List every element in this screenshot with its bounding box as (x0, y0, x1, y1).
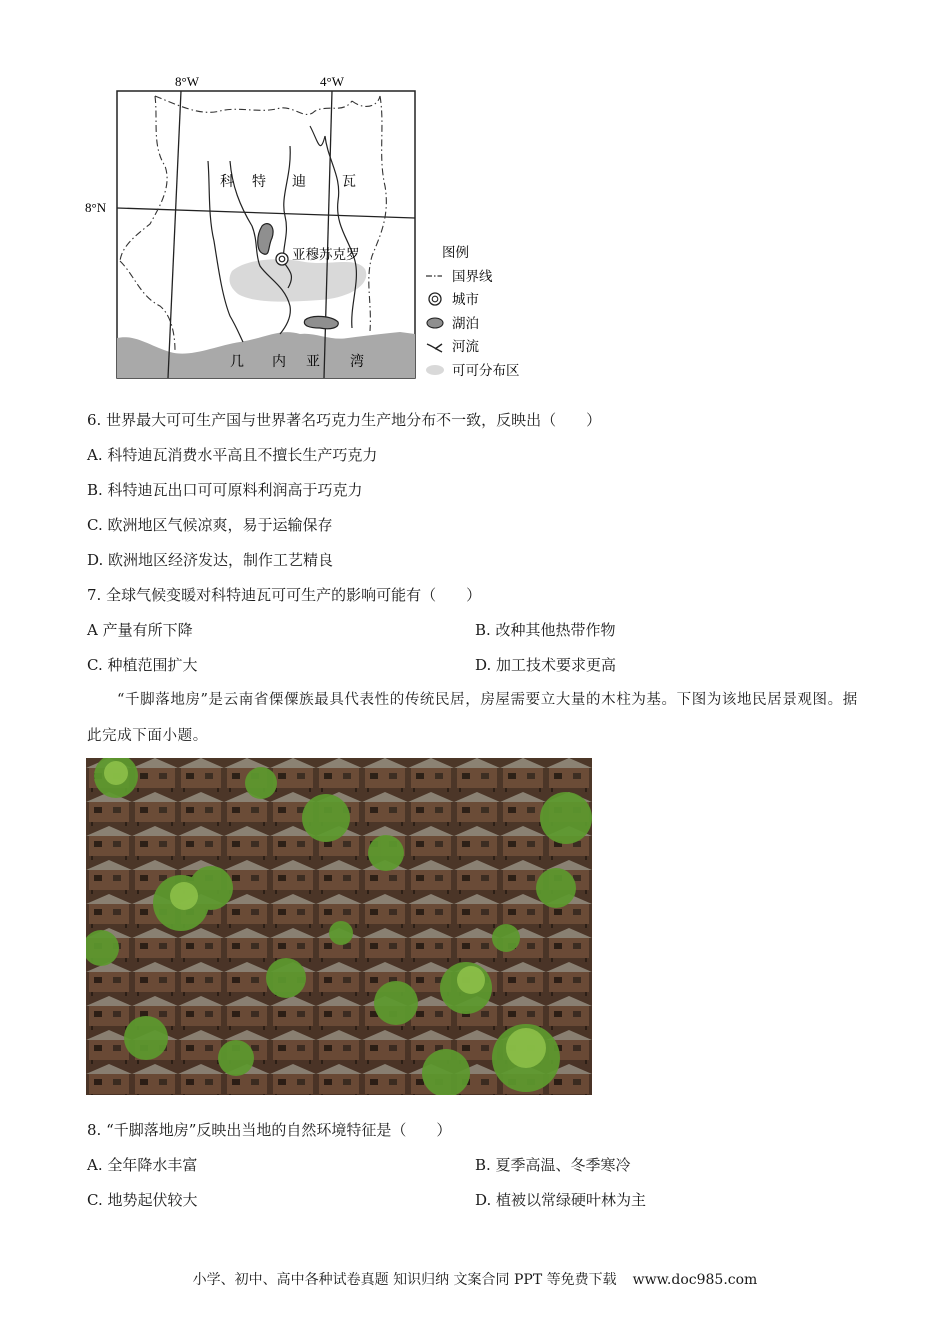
footer-url[interactable]: www.doc985.com (632, 1272, 758, 1288)
q8-option-c: C. 地势起伏较大 (87, 1191, 198, 1209)
city-label: 亚穆苏克罗 (292, 247, 360, 263)
gulf-char-4: 湾 (350, 354, 364, 370)
legend-lake-symbol (427, 318, 443, 328)
legend-city-label: 城市 (452, 292, 479, 308)
legend-cocoa-label: 可可分布区 (452, 363, 520, 379)
map-svg (80, 66, 550, 386)
cote-divoire-map (80, 66, 550, 386)
lon-label-8w: 8°W (175, 74, 199, 89)
q7-option-d: D. 加工技术要求更高 (475, 656, 617, 674)
legend-river-label: 河流 (452, 339, 479, 355)
q8-stem: 8. “千脚落地房”反映出当地的自然环境特征是（ ） (87, 1121, 452, 1139)
q7-stem: 7. 全球气候变暖对科特迪瓦可可生产的影响可能有（ ） (87, 586, 482, 604)
legend-river-symbol (427, 344, 442, 352)
q6-option-c: C. 欧洲地区气候凉爽，易于运输保存 (87, 516, 333, 534)
q6-option-a: A. 科特迪瓦消费水平高且不擅长生产巧克力 (87, 446, 378, 464)
q7-option-b: B. 改种其他热带作物 (475, 621, 616, 639)
q8-option-a: A. 全年降水丰富 (87, 1156, 198, 1174)
legend-title: 图例 (442, 245, 469, 261)
map-legend (426, 245, 520, 379)
legend-lake-label: 湖泊 (452, 316, 479, 332)
q6-option-d: D. 欧洲地区经济发达，制作工艺精良 (87, 551, 334, 569)
q6-option-b: B. 科特迪瓦出口可可原料利润高于巧克力 (87, 481, 363, 499)
gulf-char-3: 亚 (306, 354, 320, 370)
gulf-char-2: 内 (272, 354, 286, 370)
photo-svg (86, 758, 592, 1095)
q6-stem: 6. 世界最大可可生产国与世界著名巧克力生产地分布不一致，反映出（ ） (87, 411, 602, 429)
lat-label-8n: 8°N (85, 200, 107, 215)
country-char-3: 迪 (292, 174, 306, 190)
q7-option-c: C. 种植范围扩大 (87, 656, 198, 674)
page-footer (0, 1269, 950, 1289)
city-symbol-inner (279, 256, 285, 262)
footer-text: 小学、初中、高中各种试卷真题 知识归纳 文案合同 PPT 等免费下载 (192, 1272, 617, 1288)
q7-option-a: A 产量有所下降 (87, 621, 193, 639)
gulf-char-1: 几 (230, 354, 244, 370)
q8-option-d: D. 植被以常绿硬叶林为主 (475, 1191, 647, 1209)
lon-label-4w: 4°W (320, 74, 344, 89)
intro-paragraph: “千脚落地房”是云南省傈僳族最具代表性的传统民居，房屋需要立大量的木柱为基。下图为该地民居景观图。据此完成下面小题。 (87, 692, 858, 744)
country-char-4: 瓦 (342, 174, 356, 190)
country-char-2: 特 (252, 174, 266, 190)
stilt-house-photo (86, 758, 592, 1095)
legend-border-label: 国界线 (452, 269, 493, 285)
q8-option-b: B. 夏季高温、冬季寒冷 (475, 1156, 631, 1174)
legend-cocoa-symbol (426, 365, 444, 375)
country-char-1: 科 (220, 174, 234, 190)
